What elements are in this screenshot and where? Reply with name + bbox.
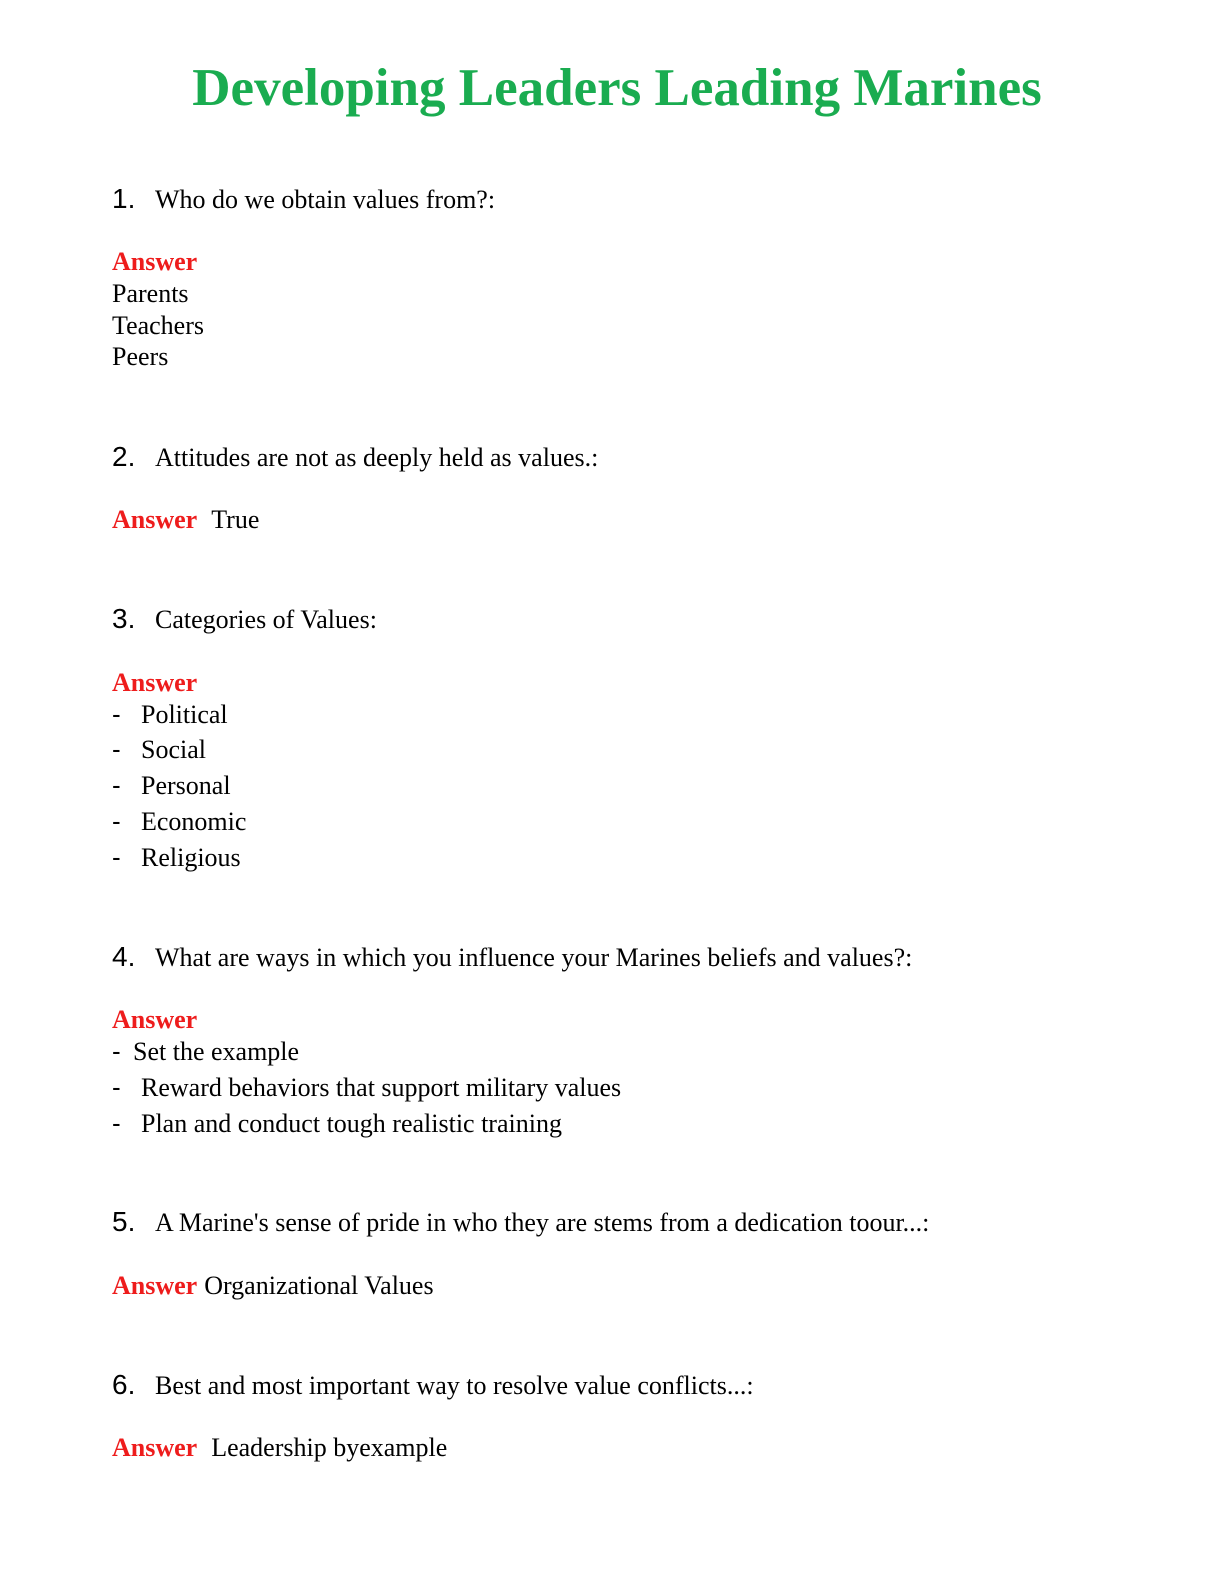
answer-item-text: Personal: [141, 771, 231, 800]
question-1: [112, 183, 495, 216]
answer-row: [112, 1270, 434, 1302]
answer-item-text: Economic: [141, 807, 247, 836]
question-number: 2.: [112, 441, 136, 472]
answer-line: Peers: [112, 342, 169, 371]
question-number: 5.: [112, 1206, 136, 1237]
question-2: [112, 441, 598, 474]
answer-value: Leadership byexample: [211, 1433, 448, 1462]
answer-item-text: Reward behaviors that support military values: [141, 1073, 622, 1102]
answer-item: [112, 698, 228, 731]
answer-item: [112, 1071, 621, 1104]
page-title: Developing Leaders Leading Marines: [192, 59, 1042, 117]
answer-item: [112, 805, 246, 838]
bullet-dash: -: [112, 770, 121, 800]
answer-item: [112, 769, 231, 802]
question-6: [112, 1369, 754, 1402]
bullet-dash: -: [112, 806, 121, 836]
bullet-dash: -: [112, 699, 121, 729]
answer-value: True: [211, 505, 260, 534]
question-number: 3.: [112, 603, 136, 634]
answer-line: Parents: [112, 279, 189, 308]
answer-label: Answer: [112, 1005, 198, 1034]
answer-item: [112, 733, 206, 766]
question-4: [112, 941, 912, 974]
answer-label: Answer: [112, 505, 198, 534]
answer-line: Teachers: [112, 311, 205, 340]
question-text: What are ways in which you influence your Marines beliefs and values?:: [155, 943, 913, 972]
answer-value: Organizational Values: [204, 1271, 434, 1300]
question-text: Who do we obtain values from?:: [155, 185, 496, 214]
question-5: [112, 1206, 929, 1239]
answer-label: Answer: [112, 668, 198, 697]
question-text: A Marine's sense of pride in who they are stems from a dedication toour...:: [155, 1208, 930, 1237]
answer-label: Answer: [112, 1271, 198, 1300]
bullet-dash: -: [112, 1036, 121, 1066]
bullet-dash: -: [112, 1108, 121, 1138]
answer-item-text: Social: [141, 735, 206, 764]
question-text: Best and most important way to resolve value conflicts...:: [155, 1371, 754, 1400]
answer-item-text: Religious: [141, 843, 241, 872]
question-text: Categories of Values:: [155, 605, 377, 634]
answer-item-text: Political: [141, 700, 228, 729]
answer-row: [112, 1432, 447, 1464]
answer-label: Answer: [112, 1433, 198, 1462]
question-text: Attitudes are not as deeply held as values.:: [155, 443, 599, 472]
bullet-dash: -: [112, 734, 121, 764]
answer-item-text: Plan and conduct tough realistic training: [141, 1109, 562, 1138]
question-3: [112, 603, 377, 636]
answer-item: [112, 841, 241, 874]
answer-row: [112, 504, 259, 536]
question-number: 1.: [112, 183, 136, 214]
bullet-dash: -: [112, 1072, 121, 1102]
answer-item-text: Set the example: [133, 1037, 300, 1066]
question-number: 6.: [112, 1369, 136, 1400]
answer-item: [112, 1035, 299, 1068]
bullet-dash: -: [112, 842, 121, 872]
answer-label: Answer: [112, 247, 198, 276]
question-number: 4.: [112, 941, 136, 972]
answer-item: [112, 1107, 562, 1140]
